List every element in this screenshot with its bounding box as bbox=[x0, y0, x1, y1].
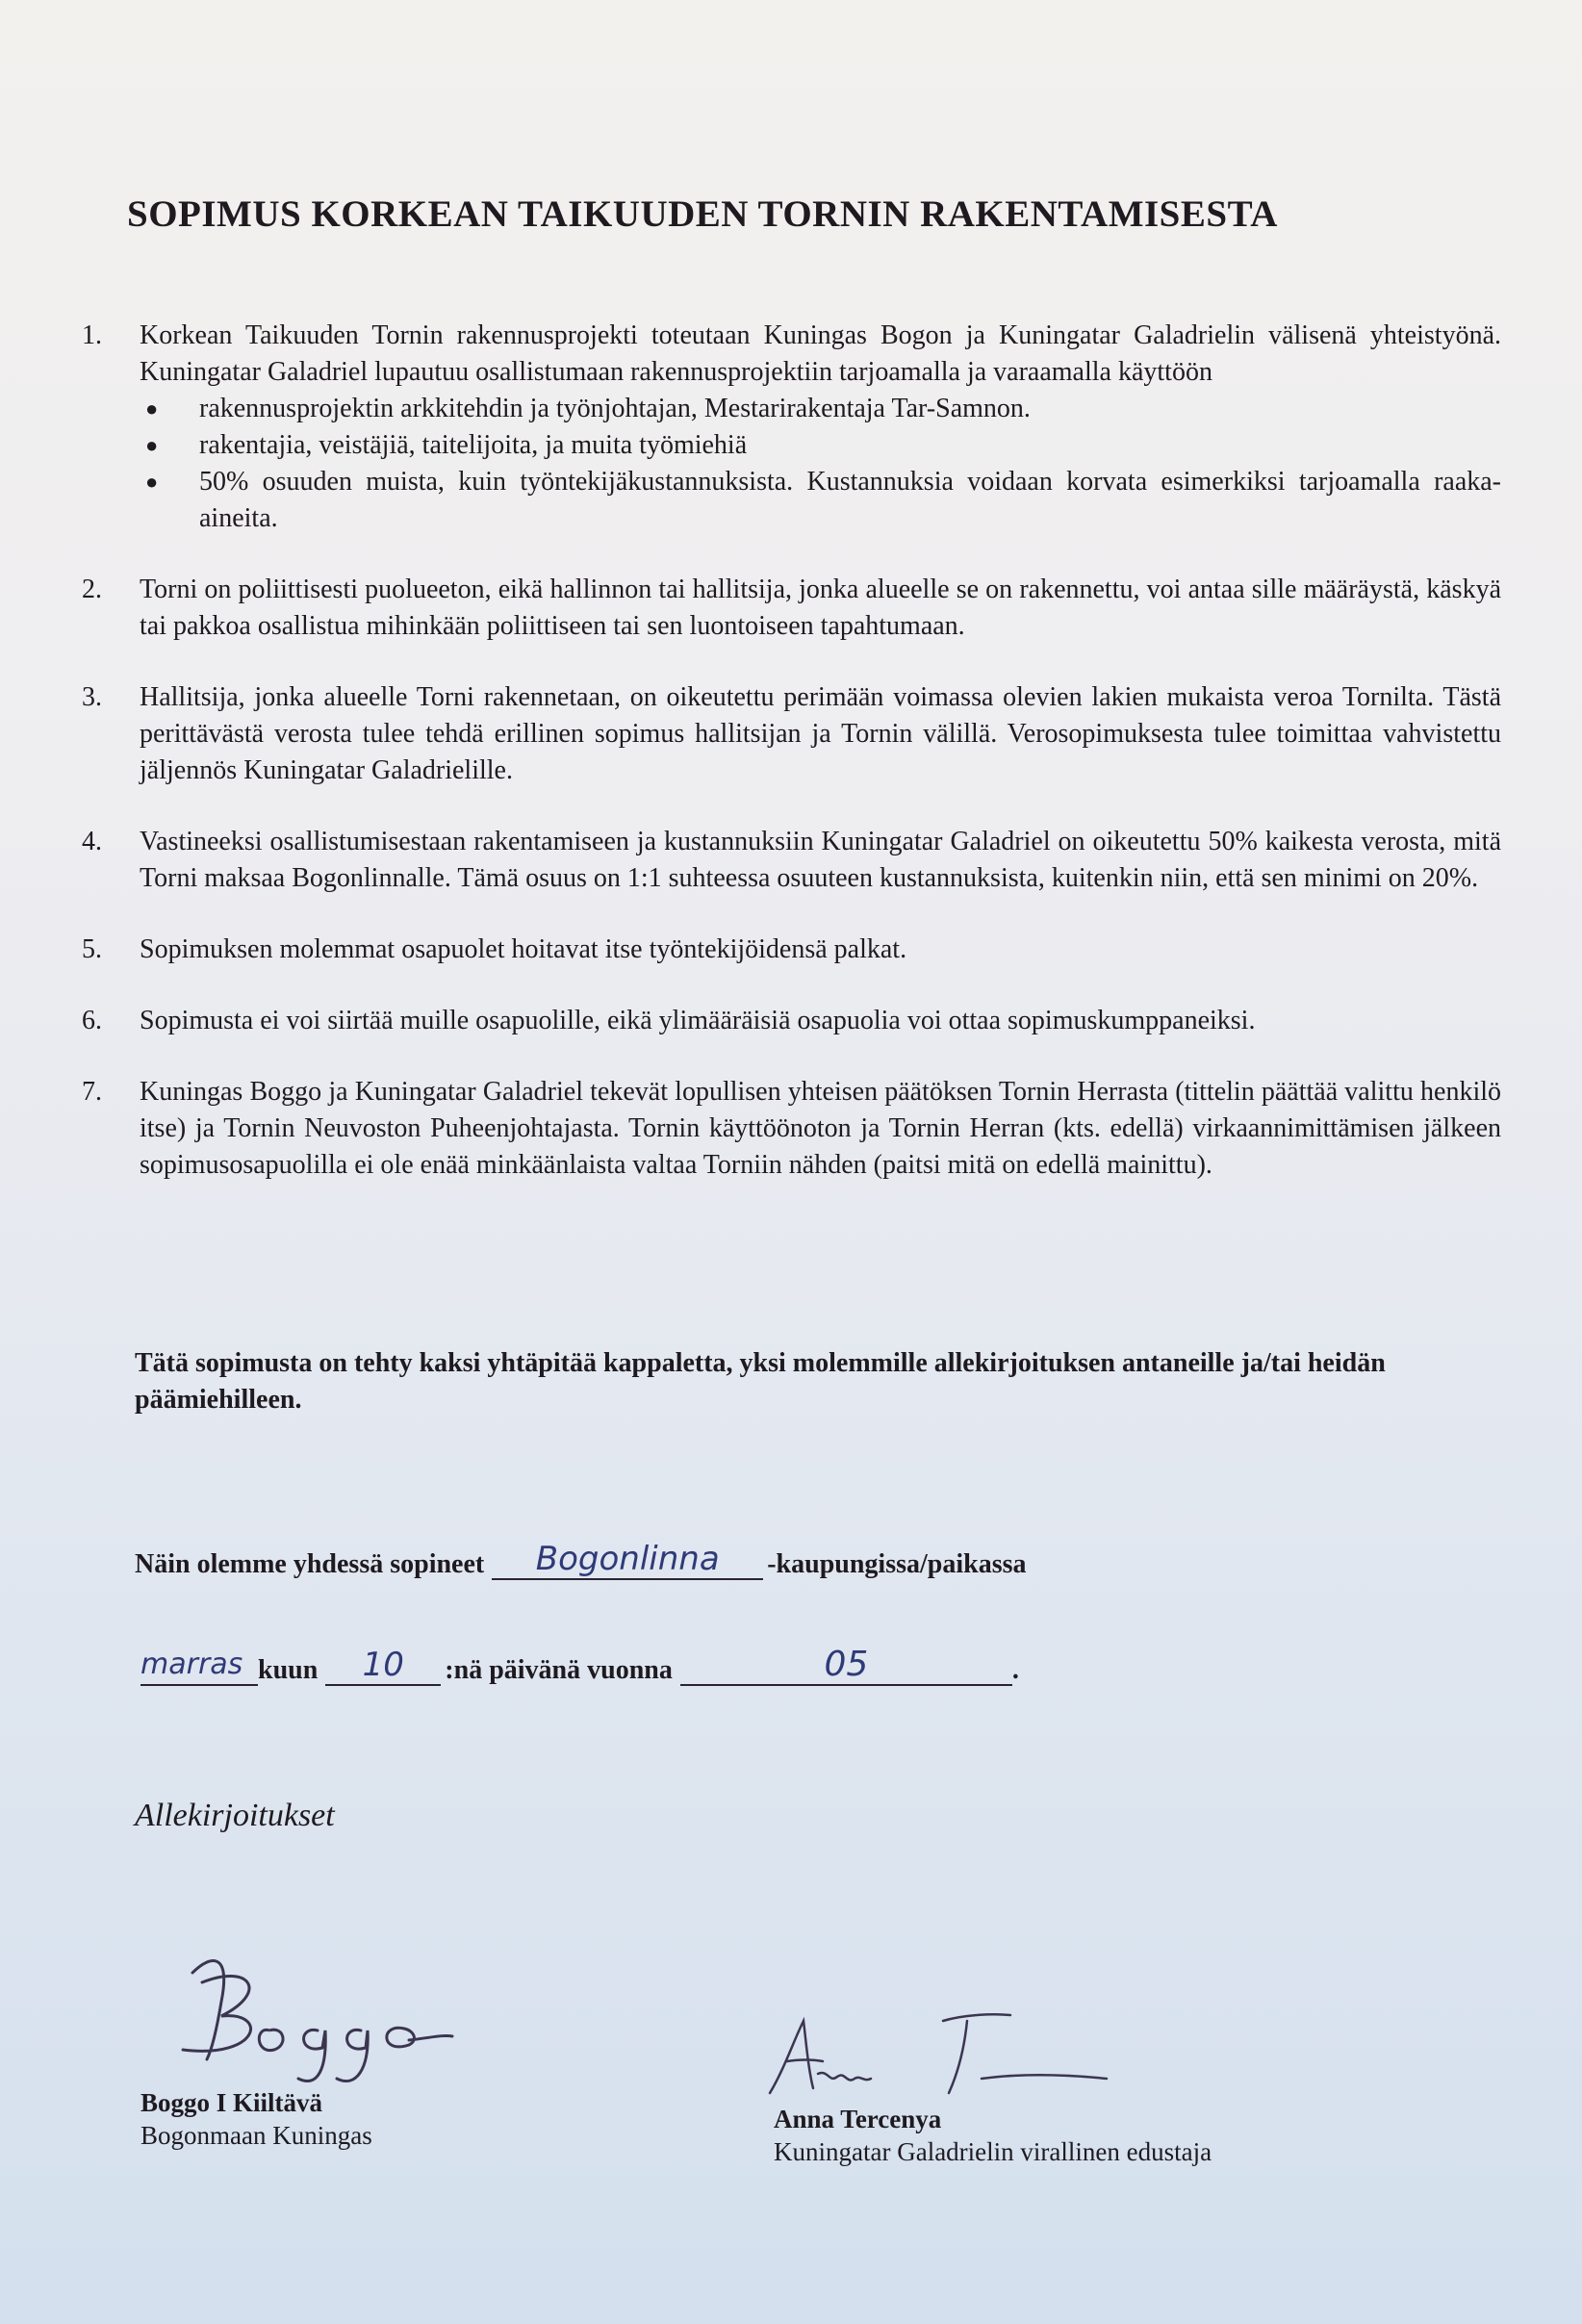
clause-text: Sopimusta ei voi siirtää muille osapuolille, eikä ylimääräisiä osapuolia voi ottaa sopimuskumppaneiksi. bbox=[140, 1006, 1256, 1035]
list-item: ● rakentajia, veistäjiä, taitelijoita, ja muita työmiehiä bbox=[140, 427, 1501, 464]
month-field[interactable]: marras bbox=[140, 1646, 258, 1686]
clause-4 bbox=[82, 824, 1501, 897]
clause-text: Korkean Taikuuden Tornin rakennusprojekti toteutaan Kuningas Bogon ja Kuningatar Galadrielin välisenä yhteistyönä. Kuningatar Galadriel lupautuu osallistumaan rakennusprojektiin tarjoamalla ja varaamalla käyttöön bbox=[140, 320, 1501, 387]
boggo-signature bbox=[164, 1934, 462, 2088]
clause-1-bullets bbox=[140, 391, 1501, 537]
day-field[interactable]: 10 bbox=[325, 1646, 441, 1686]
month-suffix: kuun bbox=[258, 1655, 319, 1685]
bullet-icon: ● bbox=[145, 470, 159, 494]
year-suffix: . bbox=[1011, 1655, 1019, 1685]
place-line bbox=[135, 1540, 1027, 1580]
list-item: ● rakennusprojektin arkkitehdin ja työnjohtajan, Mestarirakentaja Tar-Samnon. bbox=[140, 391, 1501, 427]
bullet-icon: ● bbox=[145, 396, 159, 421]
clause-1 bbox=[82, 318, 1501, 537]
anna-signature bbox=[760, 2002, 1135, 2107]
clause-number: 1. bbox=[82, 320, 102, 350]
list-item: ● 50% osuuden muista, kuin työntekijäkustannuksista. Kustannuksia voidaan korvata esimerkiksi tarjoamalla raaka-aineita. bbox=[140, 464, 1501, 537]
clause-number: 4. bbox=[82, 827, 102, 856]
clause-text: Kuningas Boggo ja Kuningatar Galadriel tekevät lopullisen yhteisen päätöksen Tornin Herrasta (tittelin päättää valittu henkilö itse) ja Tornin Neuvoston Puheenjohtajasta. Tornin käyttöönoton ja Tornin Herran (kts. edellä) virkaannimittämisen jälkeen sopimusosapuolilla ei ole enää minkäänlaista valtaa Torniin nähden (paitsi mitä on edellä mainittu). bbox=[140, 1077, 1501, 1180]
bullet-icon: ● bbox=[145, 433, 159, 457]
signer-right bbox=[774, 2103, 1212, 2168]
place-field[interactable]: Bogonlinna bbox=[492, 1540, 763, 1580]
document-title: SOPIMUS KORKEAN TAIKUUDEN TORNIN RAKENTAMISESTA bbox=[127, 193, 1278, 235]
clause-7 bbox=[82, 1074, 1501, 1184]
closing-statement: Tätä sopimusta on tehty kaksi yhtäpitää kappaletta, yksi molemmille allekirjoituksen antaneille ja/tai heidän päämiehilleen. bbox=[135, 1348, 1386, 1415]
signatures-heading: Allekirjoitukset bbox=[135, 1798, 335, 1833]
date-line bbox=[140, 1646, 1019, 1686]
clause-number: 3. bbox=[82, 682, 102, 712]
clause-text: Sopimuksen molemmat osapuolet hoitavat itse työntekijöidensä palkat. bbox=[140, 934, 907, 964]
clause-list bbox=[82, 318, 1501, 1218]
clause-2 bbox=[82, 572, 1501, 645]
signer-name: Boggo I Kiiltävä bbox=[140, 2088, 323, 2117]
place-suffix: -kaupungissa/paikassa bbox=[767, 1549, 1027, 1579]
signer-role: Kuningatar Galadrielin virallinen edustaja bbox=[774, 2137, 1212, 2166]
place-prefix: Näin olemme yhdessä sopineet bbox=[135, 1549, 485, 1579]
signer-left bbox=[140, 2086, 372, 2152]
signer-role: Bogonmaan Kuningas bbox=[140, 2121, 372, 2150]
clause-text: Vastineeksi osallistumisestaan rakentamiseen ja kustannuksiin Kuningatar Galadriel on oikeutettu 50% kaikesta verosta, mitä Torni maksaa Bogonlinnalle. Tämä osuus on 1:1 suhteessa osuuteen kustannuksista, kuitenkin niin, että sen minimi on 20%. bbox=[140, 827, 1501, 893]
day-suffix: :nä päivänä vuonna bbox=[445, 1655, 673, 1685]
clause-number: 6. bbox=[82, 1006, 102, 1035]
clause-text: Hallitsija, jonka alueelle Torni rakennetaan, on oikeutettu perimään voimassa olevien lakien mukaista veroa Tornilta. Tästä perittävästä verosta tulee tehdä erillinen sopimus hallitsijan ja Tornin välillä. Verosopimuksesta tulee toimittaa vahvistettu jäljennös Kuningatar Galadrielille. bbox=[140, 682, 1501, 785]
clause-6 bbox=[82, 1003, 1501, 1039]
clause-number: 5. bbox=[82, 934, 102, 964]
clause-number: 2. bbox=[82, 575, 102, 604]
clause-text: Torni on poliittisesti puolueeton, eikä hallinnon tai hallitsija, jonka alueelle se on rakennettu, voi antaa sille määräystä, käskyä tai pakkoa osallistua mihinkään poliittiseen tai sen luontoiseen tapahtumaan. bbox=[140, 575, 1501, 641]
clause-number: 7. bbox=[82, 1077, 102, 1107]
clause-5 bbox=[82, 932, 1501, 968]
year-field[interactable]: 05 bbox=[680, 1646, 1012, 1686]
signer-name: Anna Tercenya bbox=[774, 2105, 942, 2133]
clause-3 bbox=[82, 679, 1501, 789]
